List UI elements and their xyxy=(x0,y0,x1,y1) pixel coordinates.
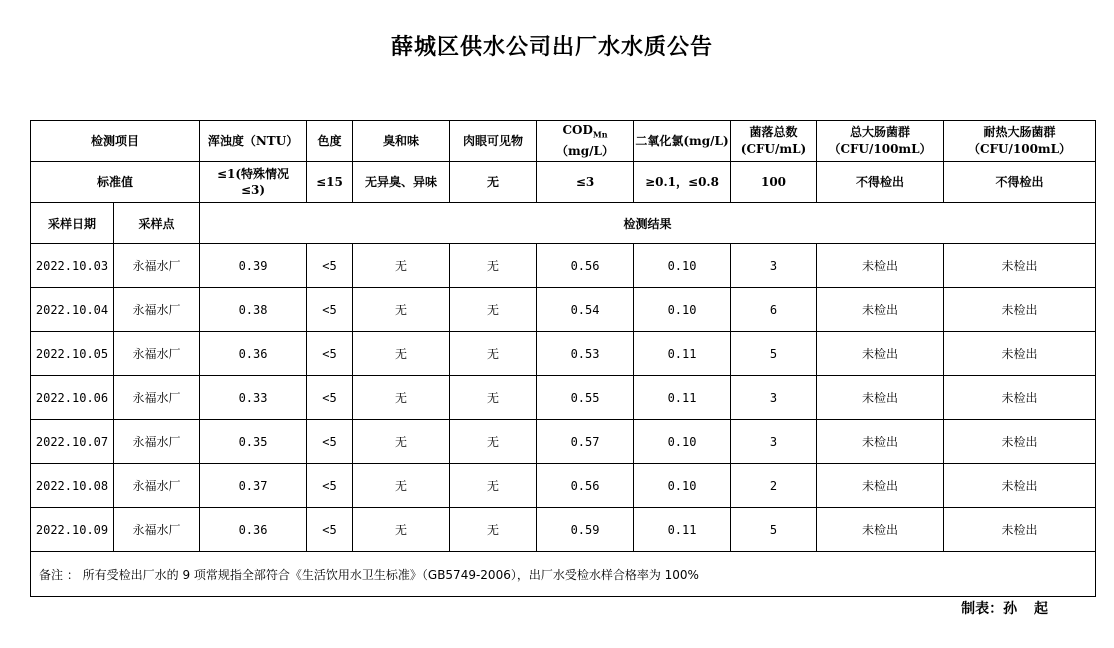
subheader-results: 检测结果 xyxy=(200,203,1096,244)
turbidity-value: 0.37 xyxy=(200,464,307,508)
sample-site: 永福水厂 xyxy=(114,244,200,288)
visible-value: 无 xyxy=(450,464,537,508)
table-row xyxy=(31,420,1096,464)
color-value: <5 xyxy=(307,508,353,552)
sample-date: 2022.10.04 xyxy=(31,288,114,332)
table-maker xyxy=(961,598,1054,618)
header-chlorine-dioxide: 二氧化氯(mg/L) xyxy=(634,121,731,162)
visible-value: 无 xyxy=(450,332,537,376)
sample-site: 永福水厂 xyxy=(114,508,200,552)
maker-name: 孙 起 xyxy=(1003,601,1054,617)
thermo-coliform-value: 未检出 xyxy=(944,376,1096,420)
thermo-coliform-value: 未检出 xyxy=(944,420,1096,464)
bacteria-value: 6 xyxy=(731,288,817,332)
standard-label: 标准值 xyxy=(31,162,200,203)
header-bacteria-line2: (CFU/mL) xyxy=(740,142,807,156)
cod-value: 0.53 xyxy=(537,332,634,376)
header-coliform-line2: （CFU/100mL） xyxy=(828,142,932,156)
color-value: <5 xyxy=(307,464,353,508)
header-bacteria xyxy=(731,121,817,162)
odor-value: 无 xyxy=(353,376,450,420)
table-row xyxy=(31,464,1096,508)
table-row xyxy=(31,332,1096,376)
bacteria-value: 3 xyxy=(731,376,817,420)
result-rows xyxy=(31,244,1096,552)
turbidity-value: 0.33 xyxy=(200,376,307,420)
sample-date: 2022.10.06 xyxy=(31,376,114,420)
turbidity-value: 0.39 xyxy=(200,244,307,288)
sample-date: 2022.10.03 xyxy=(31,244,114,288)
cod-value: 0.55 xyxy=(537,376,634,420)
note-text: 备注 ： 所有受检出厂水的 9 项常规指全部符合《生活饮用水卫生标准》（GB5749-2006），出厂水受检水样合格率为 100% xyxy=(31,552,1096,597)
subheader-date: 采样日期 xyxy=(31,203,114,244)
standard-bacteria: 100 xyxy=(731,162,817,203)
color-value: <5 xyxy=(307,376,353,420)
thermo-coliform-value: 未检出 xyxy=(944,288,1096,332)
header-cod-unit: （mg/L） xyxy=(556,144,614,159)
color-value: <5 xyxy=(307,244,353,288)
header-turbidity: 浑浊度（NTU） xyxy=(200,121,307,162)
sample-date: 2022.10.09 xyxy=(31,508,114,552)
standard-turbidity-line2: ≤3) xyxy=(240,183,266,197)
sample-date: 2022.10.07 xyxy=(31,420,114,464)
header-color: 色度 xyxy=(307,121,353,162)
coliform-value: 未检出 xyxy=(817,420,944,464)
header-bacteria-line1: 菌落总数 xyxy=(749,125,798,139)
coliform-value: 未检出 xyxy=(817,376,944,420)
header-thermo-line1: 耐热大肠菌群 xyxy=(983,125,1056,139)
coliform-value: 未检出 xyxy=(817,332,944,376)
sample-site: 永福水厂 xyxy=(114,464,200,508)
bacteria-value: 5 xyxy=(731,332,817,376)
chlorine-dioxide-value: 0.10 xyxy=(634,420,731,464)
chlorine-dioxide-value: 0.11 xyxy=(634,376,731,420)
visible-value: 无 xyxy=(450,376,537,420)
sample-site: 永福水厂 xyxy=(114,420,200,464)
header-thermo-coliform xyxy=(944,121,1096,162)
color-value: <5 xyxy=(307,332,353,376)
header-cod xyxy=(537,121,634,162)
header-odor: 臭和味 xyxy=(353,121,450,162)
bacteria-value: 2 xyxy=(731,464,817,508)
page-title: 薛城区供水公司出厂水水质公告 xyxy=(390,34,713,60)
sample-site: 永福水厂 xyxy=(114,332,200,376)
coliform-value: 未检出 xyxy=(817,508,944,552)
cod-value: 0.54 xyxy=(537,288,634,332)
header-thermo-line2: （CFU/100mL） xyxy=(967,142,1072,156)
standard-coliform: 不得检出 xyxy=(817,162,944,203)
cod-value: 0.56 xyxy=(537,244,634,288)
cod-value: 0.59 xyxy=(537,508,634,552)
odor-value: 无 xyxy=(353,244,450,288)
subheader-site: 采样点 xyxy=(114,203,200,244)
odor-value: 无 xyxy=(353,420,450,464)
standard-odor: 无异臭、异味 xyxy=(353,162,450,203)
visible-value: 无 xyxy=(450,420,537,464)
turbidity-value: 0.38 xyxy=(200,288,307,332)
chlorine-dioxide-value: 0.11 xyxy=(634,508,731,552)
thermo-coliform-value: 未检出 xyxy=(944,464,1096,508)
thermo-coliform-value: 未检出 xyxy=(944,508,1096,552)
table-row xyxy=(31,244,1096,288)
thermo-coliform-value: 未检出 xyxy=(944,332,1096,376)
header-row xyxy=(31,121,1096,162)
water-quality-table xyxy=(30,120,1096,597)
header-visible: 肉眼可见物 xyxy=(450,121,537,162)
chlorine-dioxide-value: 0.10 xyxy=(634,288,731,332)
header-coliform xyxy=(817,121,944,162)
odor-value: 无 xyxy=(353,332,450,376)
bacteria-value: 3 xyxy=(731,244,817,288)
bacteria-value: 5 xyxy=(731,508,817,552)
color-value: <5 xyxy=(307,420,353,464)
cod-value: 0.57 xyxy=(537,420,634,464)
note-row xyxy=(31,552,1096,597)
turbidity-value: 0.36 xyxy=(200,332,307,376)
odor-value: 无 xyxy=(353,288,450,332)
maker-label: 制表： xyxy=(961,601,1004,617)
sample-date: 2022.10.05 xyxy=(31,332,114,376)
standard-chlorine-dioxide: ≥0.1，≤0.8 xyxy=(634,162,731,203)
chlorine-dioxide-value: 0.10 xyxy=(634,464,731,508)
coliform-value: 未检出 xyxy=(817,288,944,332)
cod-value: 0.56 xyxy=(537,464,634,508)
turbidity-value: 0.35 xyxy=(200,420,307,464)
chlorine-dioxide-value: 0.10 xyxy=(634,244,731,288)
standard-turbidity-line1: ≤1(特殊情况 xyxy=(216,167,290,181)
chlorine-dioxide-value: 0.11 xyxy=(634,332,731,376)
sample-site: 永福水厂 xyxy=(114,376,200,420)
turbidity-value: 0.36 xyxy=(200,508,307,552)
standard-thermo-coliform: 不得检出 xyxy=(944,162,1096,203)
header-cod-sub: Mn xyxy=(592,129,608,140)
coliform-value: 未检出 xyxy=(817,464,944,508)
sample-date: 2022.10.08 xyxy=(31,464,114,508)
standard-visible: 无 xyxy=(450,162,537,203)
visible-value: 无 xyxy=(450,508,537,552)
standard-row xyxy=(31,162,1096,203)
header-item: 检测项目 xyxy=(31,121,200,162)
sample-site: 永福水厂 xyxy=(114,288,200,332)
header-cod-main: COD xyxy=(562,122,593,137)
color-value: <5 xyxy=(307,288,353,332)
table-row xyxy=(31,376,1096,420)
odor-value: 无 xyxy=(353,464,450,508)
standard-cod: ≤3 xyxy=(537,162,634,203)
bacteria-value: 3 xyxy=(731,420,817,464)
odor-value: 无 xyxy=(353,508,450,552)
standard-color: ≤15 xyxy=(307,162,353,203)
visible-value: 无 xyxy=(450,288,537,332)
standard-turbidity xyxy=(200,162,307,203)
thermo-coliform-value: 未检出 xyxy=(944,244,1096,288)
coliform-value: 未检出 xyxy=(817,244,944,288)
subheader-row xyxy=(31,203,1096,244)
table-row xyxy=(31,508,1096,552)
header-coliform-line1: 总大肠菌群 xyxy=(850,125,911,139)
table-row xyxy=(31,288,1096,332)
visible-value: 无 xyxy=(450,244,537,288)
